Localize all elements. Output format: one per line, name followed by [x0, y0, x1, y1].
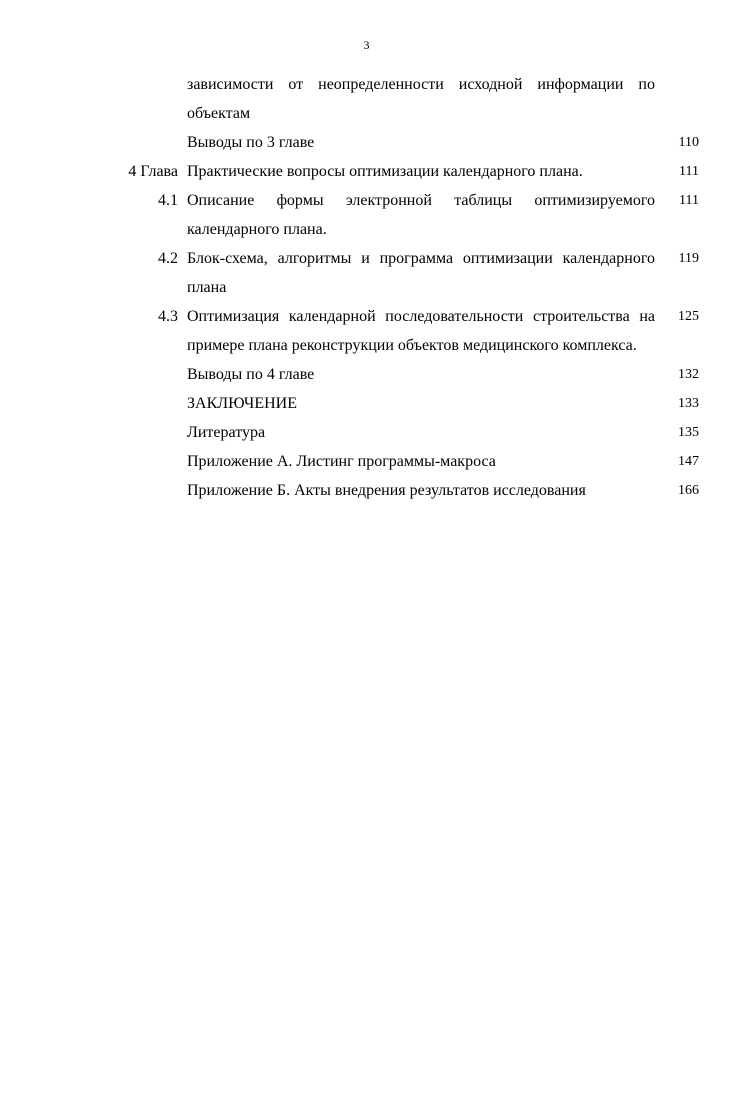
- toc-entry-title: Приложение А. Листинг программы-макроса: [187, 453, 496, 470]
- toc-entry-page: 111: [679, 164, 699, 179]
- page-number: 3: [363, 38, 370, 52]
- toc-entry-number: 4.3: [158, 308, 178, 325]
- toc-entry: [0, 302, 733, 360]
- toc-entry-page: 111: [679, 193, 699, 208]
- toc-entry-title: Выводы по 4 главе: [187, 366, 315, 383]
- toc-entry-title: Литература: [187, 424, 266, 441]
- toc-entry-number: 4.1: [158, 192, 178, 209]
- toc-entry: [0, 447, 733, 476]
- toc-entry: [0, 186, 733, 244]
- toc-entry-number: 4.2: [158, 250, 178, 267]
- toc-entry-page: 125: [678, 309, 699, 324]
- toc-entry-title: зависимости от неопределенности исходной информации по объектам: [187, 76, 655, 122]
- toc-entry: [0, 128, 733, 157]
- toc-entry: [0, 418, 733, 447]
- toc-entry-title: Описание формы электронной таблицы оптимизируемого календарного плана.: [187, 192, 655, 238]
- toc-entry-page: 166: [678, 483, 699, 498]
- toc-entry-title: Выводы по 3 главе: [187, 134, 315, 151]
- table-of-contents: [0, 70, 733, 505]
- toc-entry: [0, 389, 733, 418]
- toc-entry-page: 132: [678, 367, 699, 382]
- toc-entry-title: ЗАКЛЮЧЕНИЕ: [187, 395, 297, 412]
- toc-entry: [0, 244, 733, 302]
- toc-entry-page: 147: [678, 454, 699, 469]
- toc-entry: [0, 70, 733, 128]
- toc-entry-title: Блок-схема, алгоритмы и программа оптимизации календарного плана: [187, 250, 655, 296]
- toc-entry-number: 4 Глава: [128, 163, 178, 180]
- toc-entry-title: Практические вопросы оптимизации календарного плана.: [187, 163, 583, 180]
- toc-entry-page: 110: [678, 135, 699, 150]
- toc-entry-page: 119: [678, 251, 699, 266]
- toc-entry-page: 133: [678, 396, 699, 411]
- toc-entry-title: Приложение Б. Акты внедрения результатов исследования: [187, 482, 586, 499]
- toc-entry-page: 135: [678, 425, 699, 440]
- toc-entry: [0, 157, 733, 186]
- toc-entry: [0, 360, 733, 389]
- toc-entry: [0, 476, 733, 505]
- toc-entry-title: Оптимизация календарной последовательности строительства на примере плана реконструкции объектов медицинского комплекса.: [187, 308, 655, 354]
